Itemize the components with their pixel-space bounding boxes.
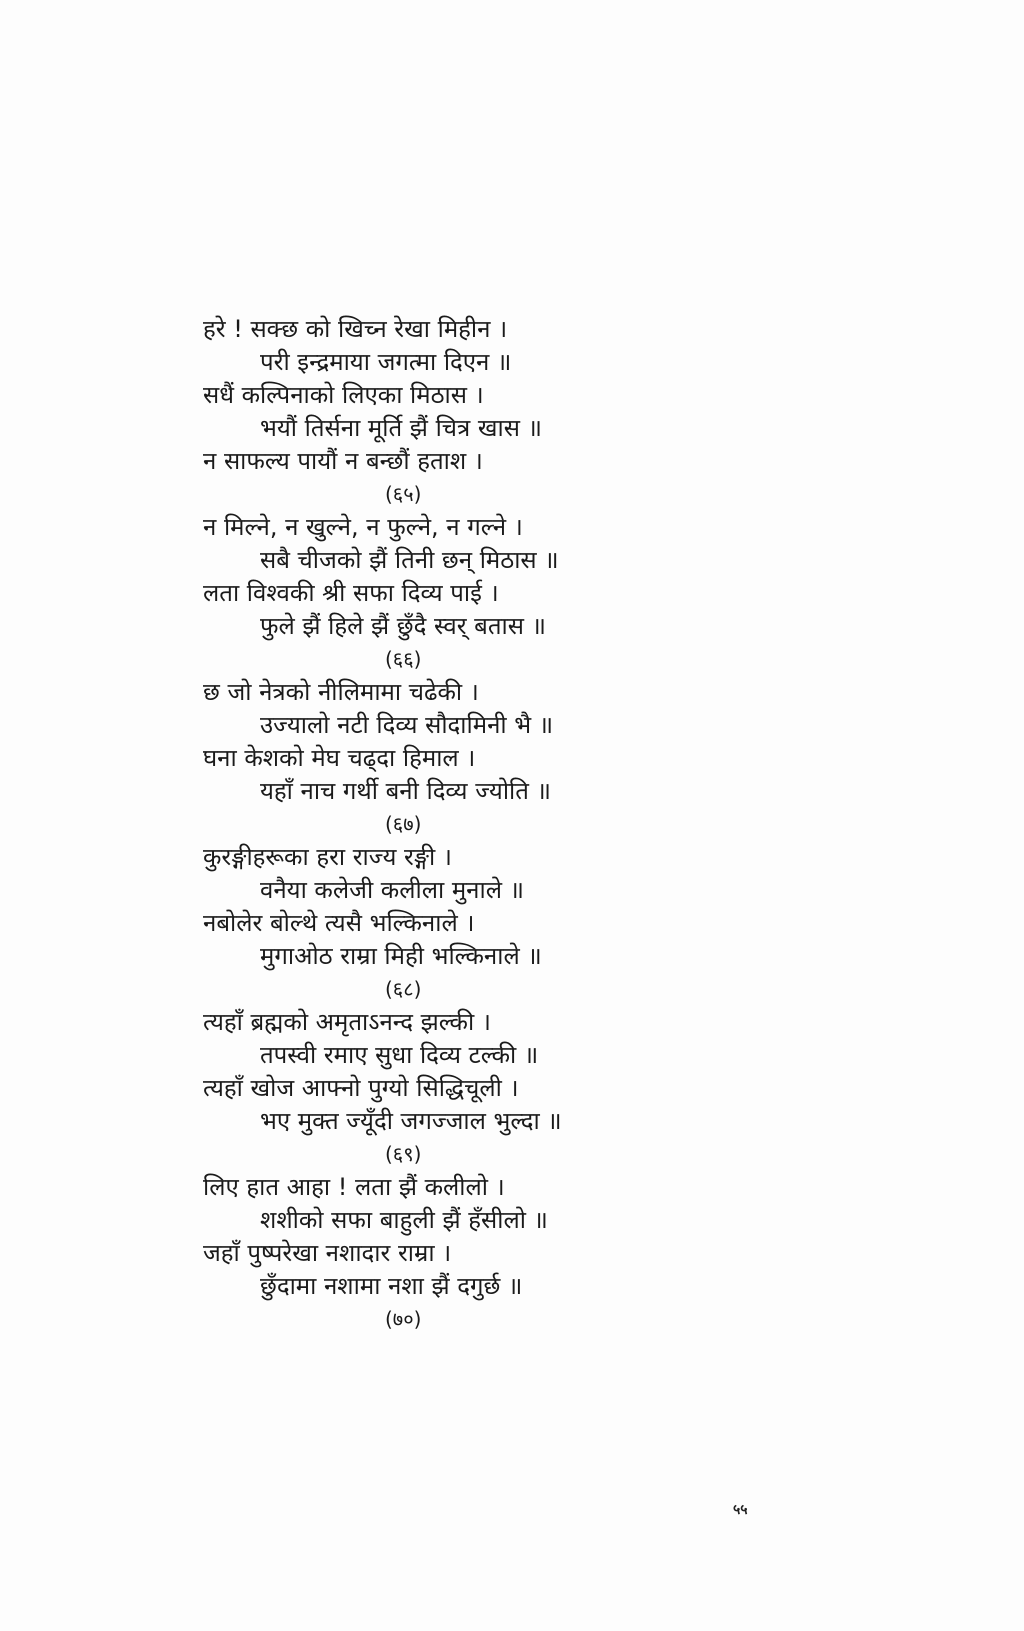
poem-line: तपस्वी रमाए सुधा दिव्य टल्की ॥ [260,1041,539,1069]
verse-number: (६७) [385,812,422,836]
verse-number: (६५) [385,482,422,506]
poem-line: न मिल्ने, न खुल्ने, न फुल्ने, न गल्ने । [203,513,523,541]
poem-line: लता विश्वकी श्री सफा दिव्य पाई । [203,579,499,607]
poem-line: नबोलेर बोल्थे त्यसै भल्किनाले । [203,909,475,937]
verse-number: (६९) [385,1142,422,1166]
poem-line: त्यहाँ ब्रह्मको अमृताऽनन्द झल्की । [203,1008,491,1036]
poem-line: घना केशको मेघ चढ्दा हिमाल । [203,744,476,772]
poem-line: लिए हात आहा ! लता झैं कलीलो । [203,1173,505,1201]
poem-line: भए मुक्त ज्यूँदी जगज्जाल भुल्दा ॥ [260,1107,562,1135]
poem-text [203,313,633,1336]
poem-line: छ जो नेत्रको नीलिमामा चढेकी । [203,678,479,706]
poem-line: भयौं तिर्सना मूर्ति झैं चित्र खास ॥ [260,414,542,442]
poem-line: वनैया कलेजी कलीला मुनाले ॥ [260,876,524,904]
poem-line: यहाँ नाच गर्थी बनी दिव्य ज्योति ॥ [260,777,551,805]
poem-line: हरे ! सक्छ को खिच्न रेखा मिहीन । [203,315,508,343]
poem-line: छुँदामा नशामा नशा झैं दगुर्छ ॥ [260,1272,523,1300]
poem-line: मुगाओठ राम्रा मिही भल्किनाले ॥ [260,942,542,970]
verse-number: (७०) [385,1307,422,1331]
page-number: ५५ [733,1502,748,1518]
verse-number: (६६) [385,647,422,671]
poem-line: न साफल्य पायौं न बन्छौं हताश । [203,447,483,475]
poem-line: फुले झैं हिले झैं छुँदै स्वर् बतास ॥ [260,612,546,640]
verse-number: (६८) [385,977,422,1001]
poem-line: जहाँ पुष्परेखा नशादार राम्रा । [203,1239,452,1267]
poem-line: शशीको सफा बाहुली झैं हँसीलो ॥ [260,1206,548,1234]
poem-line: परी इन्द्रमाया जगत्मा दिएन ॥ [260,348,512,376]
poem-line: उज्यालो नटी दिव्य सौदामिनी भै ॥ [260,711,554,739]
poem-line: कुरङ्गीहरूका हरा राज्य रङ्गी । [203,843,452,871]
poem-line: सधैं कल्पिनाको लिएका मिठास । [203,381,484,409]
poem-line: सबै चीजको झैं तिनी छन् मिठास ॥ [260,546,559,574]
poem-line: त्यहाँ खोज आफ्नो पुग्यो सिद्धिचूली । [203,1074,519,1102]
